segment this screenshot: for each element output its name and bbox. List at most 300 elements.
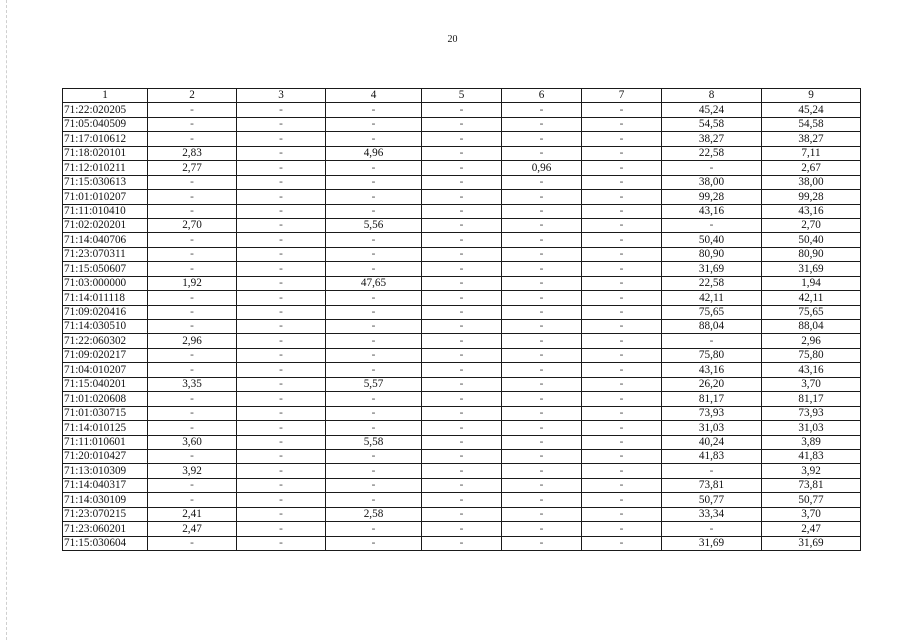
table-cell: -	[237, 175, 326, 189]
table-cell: -	[326, 117, 422, 131]
table-cell: 75,80	[662, 348, 762, 362]
table-cell: -	[662, 464, 762, 478]
page-number: 20	[447, 34, 458, 45]
table-cell: 1,92	[148, 276, 237, 290]
table-cell: -	[422, 421, 502, 435]
cadastral-code-cell: 71:09:020416	[63, 305, 148, 319]
table-cell: -	[582, 377, 662, 391]
table-cell: 54,58	[762, 117, 861, 131]
table-cell: -	[148, 132, 237, 146]
table-cell: -	[148, 392, 237, 406]
cadastral-code-cell: 71:14:011118	[63, 291, 148, 305]
table-cell: 73,93	[662, 406, 762, 420]
table-cell: -	[326, 392, 422, 406]
table-cell: -	[237, 464, 326, 478]
table-cell: 75,80	[762, 348, 861, 362]
table-cell: 41,83	[662, 449, 762, 463]
table-cell: -	[326, 103, 422, 117]
table-row	[63, 291, 861, 305]
table-cell: -	[582, 334, 662, 348]
table-cell: -	[502, 276, 582, 290]
table-cell: 42,11	[762, 291, 861, 305]
table-cell: -	[502, 103, 582, 117]
table-cell: 54,58	[662, 117, 762, 131]
table-cell: -	[582, 536, 662, 550]
table-cell: -	[326, 320, 422, 334]
table-cell: -	[502, 478, 582, 492]
cadastral-code-cell: 71:22:020205	[63, 103, 148, 117]
table-cell: 73,81	[762, 478, 861, 492]
table-cell: -	[326, 161, 422, 175]
table-cell: -	[502, 406, 582, 420]
table-cell: -	[582, 132, 662, 146]
table-cell: -	[422, 233, 502, 247]
table-cell: -	[502, 493, 582, 507]
table-cell: -	[237, 522, 326, 536]
table-cell: -	[422, 363, 502, 377]
cadastral-code-cell: 71:23:070215	[63, 507, 148, 521]
table-row	[63, 522, 861, 536]
table-cell: -	[582, 190, 662, 204]
table-cell: -	[582, 146, 662, 160]
table-row	[63, 175, 861, 189]
cadastral-code-cell: 71:14:010125	[63, 421, 148, 435]
table-cell: -	[422, 276, 502, 290]
cadastral-code-cell: 71:15:040201	[63, 377, 148, 391]
table-cell: -	[502, 507, 582, 521]
table-cell: -	[422, 161, 502, 175]
table-cell: -	[502, 421, 582, 435]
cadastral-code-cell: 71:09:020217	[63, 348, 148, 362]
table-cell: 7,11	[762, 146, 861, 160]
cadastral-code-cell: 71:23:070311	[63, 247, 148, 261]
table-cell: 31,69	[662, 536, 762, 550]
table-cell: -	[582, 204, 662, 218]
table-row	[63, 247, 861, 261]
table-cell: -	[326, 493, 422, 507]
table-cell: -	[237, 190, 326, 204]
table-cell: -	[582, 262, 662, 276]
table-cell: -	[582, 320, 662, 334]
table-cell: -	[237, 377, 326, 391]
table-cell: -	[237, 493, 326, 507]
table-cell: -	[662, 334, 762, 348]
table-cell: -	[422, 449, 502, 463]
table-cell: -	[582, 522, 662, 536]
table-cell: -	[237, 103, 326, 117]
table-row	[63, 536, 861, 550]
table-cell: -	[662, 218, 762, 232]
table-cell: -	[326, 175, 422, 189]
table-cell: -	[582, 291, 662, 305]
table-cell: -	[326, 305, 422, 319]
table-cell: -	[502, 175, 582, 189]
table-cell: -	[326, 262, 422, 276]
table-cell: 38,00	[762, 175, 861, 189]
table-cell: 38,27	[662, 132, 762, 146]
table-cell: -	[502, 536, 582, 550]
table-cell: -	[326, 233, 422, 247]
table-row	[63, 276, 861, 290]
table-cell: -	[502, 348, 582, 362]
table-cell: -	[237, 146, 326, 160]
table-cell: 40,24	[662, 435, 762, 449]
table-cell: -	[582, 464, 662, 478]
table-cell: -	[237, 320, 326, 334]
table-cell: 3,60	[148, 435, 237, 449]
table-cell: 4,96	[326, 146, 422, 160]
table-cell: -	[237, 536, 326, 550]
table-cell: 75,65	[662, 305, 762, 319]
table-cell: -	[582, 478, 662, 492]
cadastral-code-cell: 71:14:040317	[63, 478, 148, 492]
table-cell: 26,20	[662, 377, 762, 391]
table-cell: -	[237, 421, 326, 435]
table-cell: -	[582, 117, 662, 131]
table-cell: -	[582, 276, 662, 290]
table-cell: 3,89	[762, 435, 861, 449]
table-cell: -	[148, 536, 237, 550]
table-cell: -	[148, 305, 237, 319]
table-cell: -	[422, 464, 502, 478]
table-cell: -	[237, 262, 326, 276]
table-cell: -	[237, 305, 326, 319]
table-cell: -	[502, 146, 582, 160]
table-cell: -	[326, 132, 422, 146]
table-cell: 3,70	[762, 507, 861, 521]
table-cell: -	[237, 247, 326, 261]
table-cell: -	[237, 218, 326, 232]
table-cell: 38,00	[662, 175, 762, 189]
table-cell: -	[422, 204, 502, 218]
table-row	[63, 103, 861, 117]
table-cell: -	[237, 363, 326, 377]
table-cell: -	[326, 247, 422, 261]
table-cell: -	[237, 449, 326, 463]
table-cell: -	[326, 334, 422, 348]
table-cell: -	[582, 507, 662, 521]
table-cell: 81,17	[762, 392, 861, 406]
column-header: 4	[326, 89, 422, 103]
table-row	[63, 262, 861, 276]
table-cell: -	[237, 406, 326, 420]
cadastral-code-cell: 71:23:060201	[63, 522, 148, 536]
table-cell: -	[326, 522, 422, 536]
table-row	[63, 348, 861, 362]
table-cell: 38,27	[762, 132, 861, 146]
table-cell: -	[148, 262, 237, 276]
column-header: 7	[582, 89, 662, 103]
table-cell: -	[582, 392, 662, 406]
table-row	[63, 421, 861, 435]
table-cell: -	[502, 392, 582, 406]
table-row	[63, 190, 861, 204]
table-cell: -	[422, 146, 502, 160]
table-cell: -	[422, 320, 502, 334]
column-header: 3	[237, 89, 326, 103]
table-cell: 50,40	[662, 233, 762, 247]
column-header: 8	[662, 89, 762, 103]
table-row	[63, 305, 861, 319]
table-cell: -	[148, 421, 237, 435]
table-cell: 2,47	[762, 522, 861, 536]
table-cell: 99,28	[662, 190, 762, 204]
table-row	[63, 334, 861, 348]
table-cell: 99,28	[762, 190, 861, 204]
table-cell: -	[422, 103, 502, 117]
table-cell: 22,58	[662, 146, 762, 160]
table-cell: 3,92	[148, 464, 237, 478]
cadastral-code-cell: 71:17:010612	[63, 132, 148, 146]
table-cell: 47,65	[326, 276, 422, 290]
cadastral-code-cell: 71:18:020101	[63, 146, 148, 160]
column-header: 2	[148, 89, 237, 103]
table-cell: -	[237, 204, 326, 218]
table-cell: -	[148, 103, 237, 117]
table-cell: -	[326, 348, 422, 362]
table-cell: 80,90	[762, 247, 861, 261]
table-cell: -	[148, 449, 237, 463]
table-cell: -	[237, 348, 326, 362]
table-cell: -	[326, 449, 422, 463]
table-cell: -	[422, 536, 502, 550]
table-row	[63, 363, 861, 377]
cadastral-code-cell: 71:15:030613	[63, 175, 148, 189]
table-cell: 2,96	[148, 334, 237, 348]
table-row	[63, 406, 861, 420]
table-cell: -	[502, 435, 582, 449]
table-cell: -	[582, 247, 662, 261]
table-cell: -	[326, 363, 422, 377]
table-cell: -	[502, 132, 582, 146]
table-cell: -	[148, 175, 237, 189]
table-cell: 80,90	[662, 247, 762, 261]
table-cell: -	[422, 334, 502, 348]
table-cell: 50,77	[762, 493, 861, 507]
table-cell: -	[502, 262, 582, 276]
table-cell: 88,04	[762, 320, 861, 334]
table-cell: -	[502, 320, 582, 334]
table-cell: -	[502, 233, 582, 247]
table-cell: -	[148, 478, 237, 492]
cadastral-code-cell: 71:22:060302	[63, 334, 148, 348]
cadastral-code-cell: 71:05:040509	[63, 117, 148, 131]
table-cell: 22,58	[662, 276, 762, 290]
table-cell: 2,47	[148, 522, 237, 536]
table-row	[63, 146, 861, 160]
table-cell: 43,16	[662, 204, 762, 218]
table-cell: -	[502, 291, 582, 305]
table-cell: 73,93	[762, 406, 861, 420]
table-cell: 73,81	[662, 478, 762, 492]
table-cell: -	[582, 305, 662, 319]
table-cell: -	[237, 117, 326, 131]
table-cell: -	[422, 493, 502, 507]
table-cell: -	[237, 276, 326, 290]
table-cell: -	[148, 320, 237, 334]
table-cell: 2,83	[148, 146, 237, 160]
table-cell: -	[582, 406, 662, 420]
table-row	[63, 161, 861, 175]
column-header: 5	[422, 89, 502, 103]
table-cell: -	[502, 204, 582, 218]
cadastral-code-cell: 71:04:010207	[63, 363, 148, 377]
data-table	[62, 88, 861, 551]
table-cell: 31,69	[662, 262, 762, 276]
table-cell: 33,34	[662, 507, 762, 521]
table-cell: -	[422, 305, 502, 319]
table-cell: -	[148, 190, 237, 204]
table-cell: -	[582, 363, 662, 377]
cadastral-code-cell: 71:01:030715	[63, 406, 148, 420]
table-cell: -	[326, 536, 422, 550]
table-cell: -	[237, 435, 326, 449]
table-cell: 0,96	[502, 161, 582, 175]
table-row	[63, 233, 861, 247]
table-cell: -	[237, 392, 326, 406]
table-cell: -	[582, 348, 662, 362]
cadastral-code-cell: 71:01:010207	[63, 190, 148, 204]
table-cell: -	[326, 406, 422, 420]
table-row	[63, 449, 861, 463]
table-cell: 2,77	[148, 161, 237, 175]
table-cell: -	[148, 363, 237, 377]
table-row	[63, 464, 861, 478]
table-cell: -	[148, 291, 237, 305]
table-cell: -	[148, 204, 237, 218]
table-row	[63, 132, 861, 146]
table-cell: -	[237, 233, 326, 247]
table-cell: 5,58	[326, 435, 422, 449]
table-cell: 5,57	[326, 377, 422, 391]
table-cell: -	[582, 421, 662, 435]
table-row	[63, 392, 861, 406]
cadastral-code-cell: 71:01:020608	[63, 392, 148, 406]
cadastral-code-cell: 71:12:010211	[63, 161, 148, 175]
table-cell: 45,24	[762, 103, 861, 117]
table-row	[63, 507, 861, 521]
table-cell: 42,11	[662, 291, 762, 305]
table-cell: -	[422, 435, 502, 449]
cadastral-code-cell: 71:15:030604	[63, 536, 148, 550]
table-cell: 5,56	[326, 218, 422, 232]
table-cell: -	[502, 449, 582, 463]
cadastral-code-cell: 71:20:010427	[63, 449, 148, 463]
table-cell: -	[237, 291, 326, 305]
table-cell: -	[326, 478, 422, 492]
table-cell: -	[148, 348, 237, 362]
cadastral-code-cell: 71:02:020201	[63, 218, 148, 232]
table-cell: -	[422, 406, 502, 420]
table-cell: 2,70	[762, 218, 861, 232]
table-cell: -	[422, 507, 502, 521]
table-cell: -	[422, 348, 502, 362]
table-cell: -	[502, 218, 582, 232]
table-cell: -	[502, 305, 582, 319]
table-cell: -	[326, 421, 422, 435]
table-cell: -	[237, 334, 326, 348]
table-cell: -	[502, 247, 582, 261]
table-cell: -	[326, 464, 422, 478]
table-cell: 31,03	[662, 421, 762, 435]
table-cell: 43,16	[662, 363, 762, 377]
table-cell: -	[422, 262, 502, 276]
table-cell: -	[237, 478, 326, 492]
table-cell: -	[502, 117, 582, 131]
table-cell: 45,24	[662, 103, 762, 117]
table-cell: -	[582, 449, 662, 463]
table-cell: 3,70	[762, 377, 861, 391]
table-cell: -	[422, 175, 502, 189]
table-cell: -	[326, 291, 422, 305]
table-cell: 2,58	[326, 507, 422, 521]
table-cell: 43,16	[762, 204, 861, 218]
table-cell: -	[148, 406, 237, 420]
table-cell: 75,65	[762, 305, 861, 319]
cadastral-code-cell: 71:11:010410	[63, 204, 148, 218]
table-cell: -	[582, 175, 662, 189]
table-cell: -	[422, 392, 502, 406]
table-cell: 50,77	[662, 493, 762, 507]
table-cell: -	[148, 247, 237, 261]
table-row	[63, 218, 861, 232]
table-row	[63, 493, 861, 507]
table-row	[63, 435, 861, 449]
table-cell: -	[326, 204, 422, 218]
table-cell: -	[582, 103, 662, 117]
table-cell: 3,35	[148, 377, 237, 391]
cadastral-code-cell: 71:14:040706	[63, 233, 148, 247]
header-row	[63, 89, 861, 103]
table-cell: -	[422, 218, 502, 232]
table-row	[63, 478, 861, 492]
table-cell: -	[502, 334, 582, 348]
table-cell: -	[326, 190, 422, 204]
table-cell: 1,94	[762, 276, 861, 290]
table-cell: -	[148, 493, 237, 507]
cadastral-code-cell: 71:11:010601	[63, 435, 148, 449]
table-cell: 88,04	[662, 320, 762, 334]
table-body	[63, 103, 861, 551]
table-cell: 31,69	[762, 262, 861, 276]
table-cell: 2,67	[762, 161, 861, 175]
table-cell: 2,96	[762, 334, 861, 348]
table-cell: -	[237, 507, 326, 521]
table-cell: 31,69	[762, 536, 861, 550]
table-cell: -	[502, 377, 582, 391]
table-cell: -	[422, 478, 502, 492]
table-cell: -	[422, 377, 502, 391]
table-row	[63, 377, 861, 391]
column-header: 6	[502, 89, 582, 103]
table-cell: -	[582, 161, 662, 175]
table-cell: -	[237, 132, 326, 146]
table-cell: -	[582, 493, 662, 507]
table-cell: -	[422, 247, 502, 261]
table-row	[63, 204, 861, 218]
table-cell: -	[502, 363, 582, 377]
cadastral-code-cell: 71:14:030109	[63, 493, 148, 507]
cadastral-code-cell: 71:14:030510	[63, 320, 148, 334]
table-cell: -	[148, 117, 237, 131]
table-cell: -	[582, 218, 662, 232]
table-cell: -	[148, 233, 237, 247]
table-cell: -	[422, 117, 502, 131]
table-cell: 81,17	[662, 392, 762, 406]
table-cell: 31,03	[762, 421, 861, 435]
cadastral-code-cell: 71:15:050607	[63, 262, 148, 276]
column-header: 1	[63, 89, 148, 103]
